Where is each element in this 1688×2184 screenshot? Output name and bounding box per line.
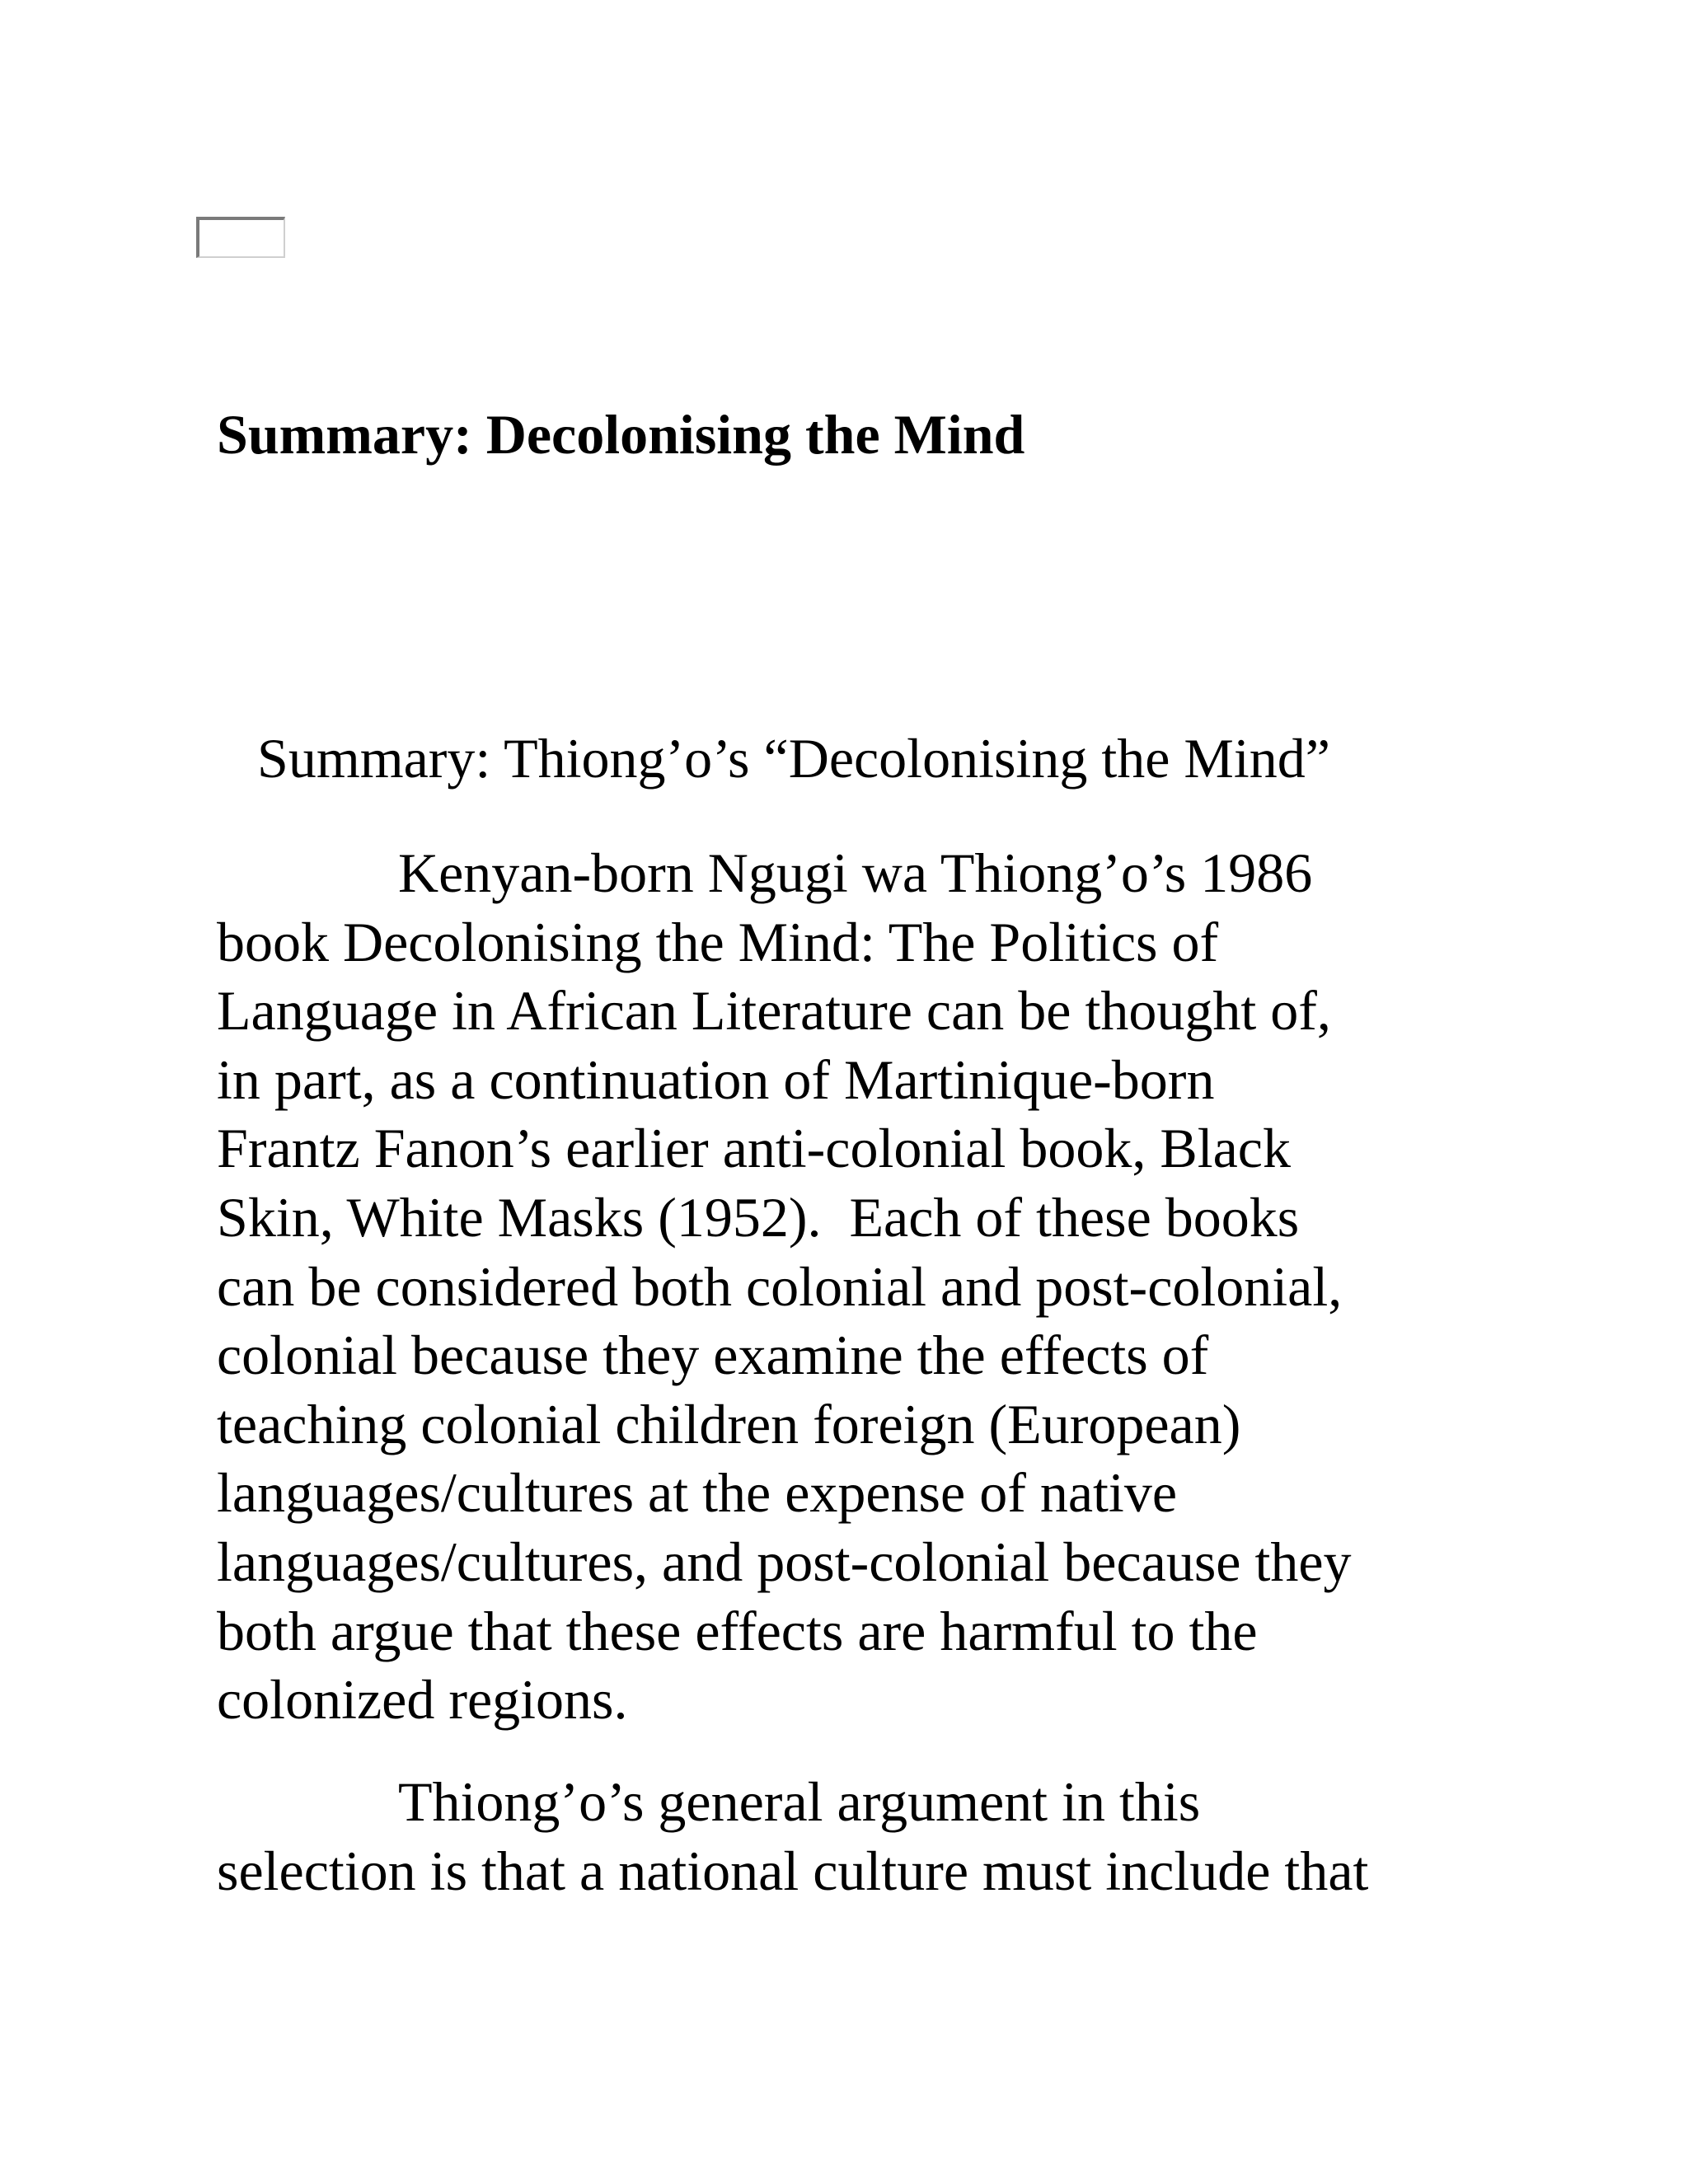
document-title: Summary: Decolonising the Mind <box>217 403 1025 466</box>
paragraph-line: both argue that these effects are harmful to the <box>217 1599 1258 1662</box>
paragraph-2 <box>217 1768 1368 1905</box>
section-heading: Summary: Thiong’o’s “Decolonising the Mind” <box>257 727 1330 790</box>
paragraph-line: languages/cultures at the expense of native <box>217 1461 1177 1525</box>
paragraph-line: Skin, White Masks (1952). Each of these books <box>217 1185 1300 1249</box>
paragraph-line: Thiong’o’s general argument in this <box>398 1770 1201 1833</box>
image-placeholder <box>196 217 285 258</box>
paragraph-line: colonial because they examine the effects of <box>217 1324 1209 1387</box>
paragraph-line: Kenyan-born Ngugi wa Thiong’o’s 1986 <box>398 841 1313 904</box>
paragraph-line: teaching colonial children foreign (European) <box>217 1392 1241 1455</box>
paragraph-line: Language in African Literature can be thought of, <box>217 979 1331 1043</box>
paragraph-1 <box>217 839 1352 1735</box>
paragraph-line: Frantz Fanon’s earlier anti-colonial book, Black <box>217 1117 1291 1180</box>
paragraph-line: in part, as a continuation of Martinique-born <box>217 1047 1215 1111</box>
paragraph-line: selection is that a national culture must include that <box>217 1839 1369 1902</box>
paragraph-line: languages/cultures, and post-colonial because they <box>217 1530 1352 1593</box>
paragraph-line: colonized regions. <box>217 1668 628 1732</box>
paragraph-line: can be considered both colonial and post-colonial, <box>217 1254 1343 1318</box>
paragraph-line: book Decolonising the Mind: The Politics of <box>217 910 1219 973</box>
